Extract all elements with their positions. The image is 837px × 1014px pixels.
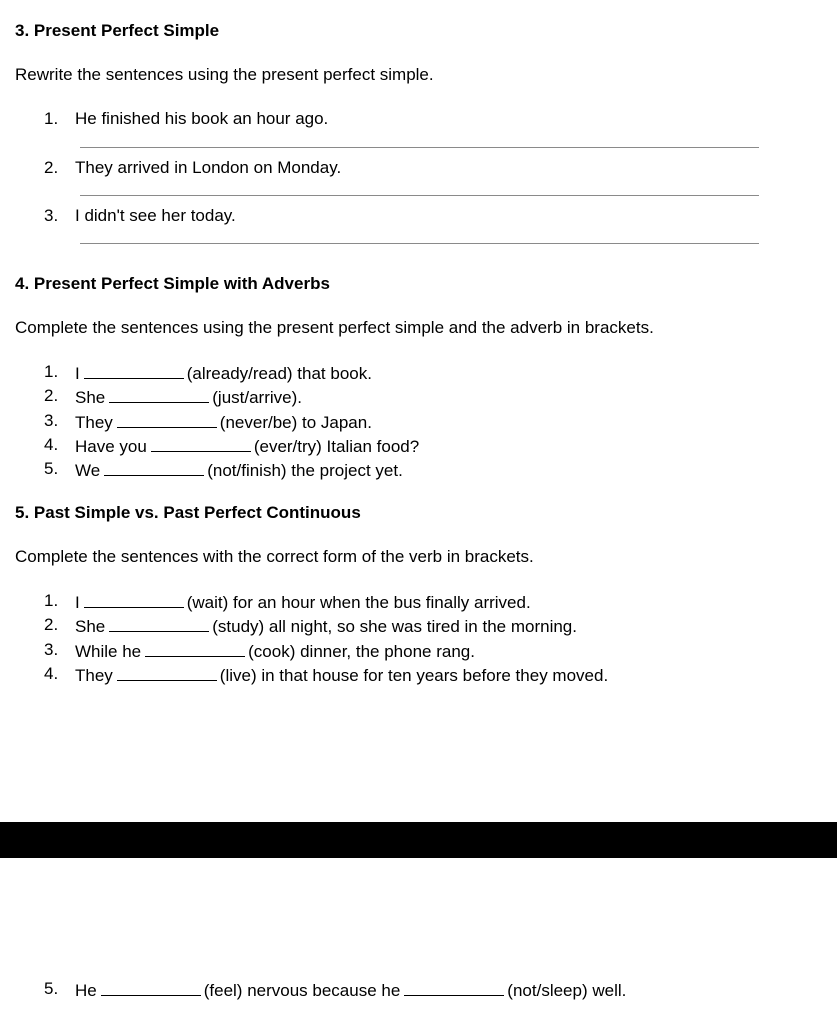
- item-suffix: (never/be) to Japan.: [219, 413, 372, 432]
- item-number: 2.: [44, 615, 59, 634]
- item-prefix: Have you: [75, 437, 147, 456]
- section-3-heading: 3. Present Perfect Simple: [15, 21, 220, 40]
- list-item: [75, 591, 531, 613]
- item-prefix: They: [75, 666, 113, 685]
- fill-in-blank[interactable]: [117, 411, 217, 428]
- item-middle: (feel) nervous because he: [203, 981, 401, 1000]
- item-suffix: (just/arrive).: [212, 388, 302, 407]
- item-prefix: They: [75, 413, 113, 432]
- list-item: [75, 615, 577, 637]
- item-prefix: She: [75, 388, 106, 407]
- list-item: [75, 664, 608, 686]
- item-suffix: (wait) for an hour when the bus finally arrived.: [186, 593, 531, 612]
- item-suffix: (not/finish) the project yet.: [207, 461, 403, 480]
- item-sentence: I didn't see her today.: [75, 206, 236, 225]
- item-sentence: He finished his book an hour ago.: [75, 109, 329, 128]
- item-number: 2.: [44, 158, 59, 177]
- answer-line[interactable]: [80, 147, 759, 148]
- item-number: 3.: [44, 206, 59, 225]
- list-item: [75, 362, 372, 384]
- list-item: [75, 411, 372, 433]
- list-item: [75, 435, 419, 457]
- fill-in-blank[interactable]: [104, 459, 204, 476]
- list-item: [75, 640, 475, 662]
- item-prefix: While he: [75, 642, 142, 661]
- item-suffix: (live) in that house for ten years before they moved.: [219, 666, 609, 685]
- fill-in-blank[interactable]: [109, 386, 209, 403]
- fill-in-blank[interactable]: [145, 640, 245, 657]
- item-prefix: He: [75, 981, 97, 1000]
- item-prefix: She: [75, 617, 106, 636]
- section-4-instruction: Complete the sentences using the present perfect simple and the adverb in brackets.: [15, 318, 654, 337]
- item-suffix: (cook) dinner, the phone rang.: [248, 642, 475, 661]
- list-item: [75, 459, 403, 481]
- section-3-instruction: Rewrite the sentences using the present perfect simple.: [15, 65, 434, 84]
- item-sentence: They arrived in London on Monday.: [75, 158, 342, 177]
- black-redaction-band: [0, 822, 837, 858]
- item-number: 5.: [44, 459, 59, 478]
- section-4-heading: 4. Present Perfect Simple with Adverbs: [15, 274, 330, 293]
- item-prefix: I: [75, 593, 80, 612]
- item-number: 3.: [44, 640, 59, 659]
- item-suffix: (already/read) that book.: [186, 364, 372, 383]
- item-number: 4.: [44, 435, 59, 454]
- answer-line[interactable]: [80, 243, 759, 244]
- fill-in-blank[interactable]: [404, 979, 504, 996]
- fill-in-blank[interactable]: [109, 615, 209, 632]
- fill-in-blank[interactable]: [101, 979, 201, 996]
- item-suffix: (study) all night, so she was tired in the morning.: [212, 617, 577, 636]
- item-prefix: We: [75, 461, 101, 480]
- item-number: 1.: [44, 591, 59, 610]
- item-number: 4.: [44, 664, 59, 683]
- section-5-instruction: Complete the sentences with the correct form of the verb in brackets.: [15, 547, 534, 566]
- item-number: 5.: [44, 979, 59, 998]
- fill-in-blank[interactable]: [117, 664, 217, 681]
- list-item: [75, 386, 302, 408]
- item-number: 1.: [44, 362, 59, 381]
- item-number: 3.: [44, 411, 59, 430]
- answer-line[interactable]: [80, 195, 759, 196]
- section-5-heading: 5. Past Simple vs. Past Perfect Continuous: [15, 503, 361, 522]
- fill-in-blank[interactable]: [151, 435, 251, 452]
- list-item: [75, 979, 626, 1001]
- item-suffix: (not/sleep) well.: [507, 981, 627, 1000]
- fill-in-blank[interactable]: [84, 591, 184, 608]
- item-number: 2.: [44, 386, 59, 405]
- item-prefix: I: [75, 364, 80, 383]
- item-number: 1.: [44, 109, 59, 128]
- item-suffix: (ever/try) Italian food?: [253, 437, 420, 456]
- fill-in-blank[interactable]: [84, 362, 184, 379]
